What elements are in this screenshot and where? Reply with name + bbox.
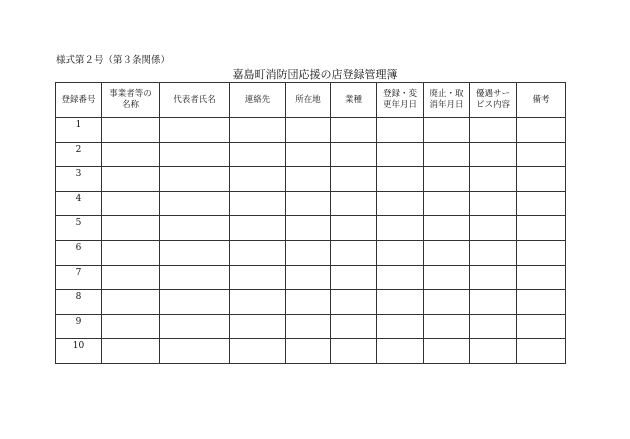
column-header-line: 更年月日 xyxy=(382,100,417,110)
registration-number-cell: 5 xyxy=(56,216,102,241)
blank-cell xyxy=(331,191,377,216)
blank-cell xyxy=(102,142,160,167)
blank-cell xyxy=(331,314,377,339)
blank-cell xyxy=(286,216,331,241)
registration-number-cell: 2 xyxy=(56,142,102,167)
blank-cell xyxy=(517,118,566,143)
blank-cell xyxy=(102,216,160,241)
blank-cell xyxy=(160,339,230,364)
blank-cell xyxy=(331,265,377,290)
column-header xyxy=(331,83,377,118)
blank-cell xyxy=(230,167,286,192)
blank-cell xyxy=(470,290,517,315)
blank-cell xyxy=(230,290,286,315)
column-header xyxy=(424,83,470,118)
blank-cell xyxy=(102,240,160,265)
blank-cell xyxy=(286,290,331,315)
blank-cell xyxy=(230,216,286,241)
blank-cell xyxy=(377,314,424,339)
blank-cell xyxy=(377,191,424,216)
blank-cell xyxy=(377,240,424,265)
table-row xyxy=(56,290,566,315)
blank-cell xyxy=(470,118,517,143)
blank-cell xyxy=(517,290,566,315)
blank-cell xyxy=(230,314,286,339)
blank-cell xyxy=(377,339,424,364)
blank-cell xyxy=(102,339,160,364)
column-header-line: 連絡先 xyxy=(244,94,271,105)
blank-cell xyxy=(286,191,331,216)
blank-cell xyxy=(331,290,377,315)
blank-cell xyxy=(331,118,377,143)
blank-cell xyxy=(331,240,377,265)
blank-cell xyxy=(517,314,566,339)
registration-number-cell: 7 xyxy=(56,265,102,290)
blank-cell xyxy=(377,142,424,167)
blank-cell xyxy=(424,265,470,290)
blank-cell xyxy=(470,339,517,364)
blank-cell xyxy=(470,240,517,265)
blank-cell xyxy=(160,265,230,290)
blank-cell xyxy=(377,290,424,315)
blank-cell xyxy=(517,265,566,290)
column-header xyxy=(517,83,566,118)
column-header-line: 名称 xyxy=(121,100,139,110)
registration-number-cell: 10 xyxy=(56,339,102,364)
blank-cell xyxy=(286,118,331,143)
column-header-line: 優遇サー xyxy=(475,89,510,99)
blank-cell xyxy=(424,339,470,364)
table-row xyxy=(56,142,566,167)
registration-number-cell: 8 xyxy=(56,290,102,315)
registration-number-cell: 1 xyxy=(56,118,102,143)
column-header xyxy=(286,83,331,118)
registration-number-cell: 4 xyxy=(56,191,102,216)
column-header xyxy=(230,83,286,118)
blank-cell xyxy=(470,265,517,290)
table-row xyxy=(56,240,566,265)
column-header-line: ビス内容 xyxy=(475,100,510,110)
blank-cell xyxy=(377,216,424,241)
column-header xyxy=(160,83,230,118)
form-number: 様式第２号（第３条関係） xyxy=(56,55,171,66)
blank-cell xyxy=(160,118,230,143)
blank-cell xyxy=(286,314,331,339)
blank-cell xyxy=(102,191,160,216)
blank-cell xyxy=(286,240,331,265)
column-header-line: 登録・変 xyxy=(382,89,417,99)
column-header-line: 備考 xyxy=(532,94,550,105)
blank-cell xyxy=(517,216,566,241)
blank-cell xyxy=(102,167,160,192)
blank-cell xyxy=(102,290,160,315)
blank-cell xyxy=(517,339,566,364)
blank-cell xyxy=(230,339,286,364)
registration-number-cell: 6 xyxy=(56,240,102,265)
blank-cell xyxy=(470,142,517,167)
blank-cell xyxy=(331,167,377,192)
blank-cell xyxy=(230,191,286,216)
blank-cell xyxy=(424,191,470,216)
blank-cell xyxy=(230,118,286,143)
blank-cell xyxy=(102,265,160,290)
blank-cell xyxy=(102,314,160,339)
document-title: 嘉島町消防団応援の店登録管理簿 xyxy=(232,68,398,81)
blank-cell xyxy=(331,142,377,167)
blank-cell xyxy=(517,240,566,265)
blank-cell xyxy=(377,167,424,192)
blank-cell xyxy=(160,167,230,192)
blank-cell xyxy=(230,265,286,290)
table-row xyxy=(56,314,566,339)
column-header xyxy=(470,83,517,118)
column-header xyxy=(377,83,424,118)
blank-cell xyxy=(517,191,566,216)
blank-cell xyxy=(230,142,286,167)
column-header-line: 消年月日 xyxy=(429,100,464,110)
table-row xyxy=(56,216,566,241)
table-row xyxy=(56,265,566,290)
column-header-line: 登録番号 xyxy=(61,94,96,105)
blank-cell xyxy=(377,118,424,143)
register-table xyxy=(55,82,566,364)
blank-cell xyxy=(230,240,286,265)
blank-cell xyxy=(424,290,470,315)
blank-cell xyxy=(424,118,470,143)
table-row xyxy=(56,167,566,192)
column-header xyxy=(102,83,160,118)
registration-number-cell: 3 xyxy=(56,167,102,192)
blank-cell xyxy=(160,216,230,241)
blank-cell xyxy=(424,216,470,241)
blank-cell xyxy=(160,191,230,216)
blank-cell xyxy=(160,240,230,265)
blank-cell xyxy=(160,314,230,339)
blank-cell xyxy=(424,167,470,192)
blank-cell xyxy=(286,265,331,290)
table-row xyxy=(56,339,566,364)
blank-cell xyxy=(424,142,470,167)
table-body xyxy=(56,118,566,364)
table-row xyxy=(56,191,566,216)
column-header-line: 所在地 xyxy=(295,94,321,105)
column-header-line: 事業者等の xyxy=(109,89,152,99)
registration-number-cell: 9 xyxy=(56,314,102,339)
blank-cell xyxy=(517,142,566,167)
blank-cell xyxy=(286,142,331,167)
blank-cell xyxy=(160,142,230,167)
column-header-line: 業種 xyxy=(344,94,362,105)
blank-cell xyxy=(286,167,331,192)
blank-cell xyxy=(470,314,517,339)
blank-cell xyxy=(470,167,517,192)
column-header xyxy=(56,83,102,118)
table-row xyxy=(56,118,566,143)
blank-cell xyxy=(331,339,377,364)
blank-cell xyxy=(424,314,470,339)
column-header-line: 代表者氏名 xyxy=(173,94,216,105)
blank-cell xyxy=(424,240,470,265)
blank-cell xyxy=(377,265,424,290)
blank-cell xyxy=(286,339,331,364)
blank-cell xyxy=(470,191,517,216)
column-header-line: 廃止・取 xyxy=(429,89,464,99)
blank-cell xyxy=(517,167,566,192)
blank-cell xyxy=(470,216,517,241)
header-row xyxy=(56,83,566,118)
blank-cell xyxy=(331,216,377,241)
blank-cell xyxy=(160,290,230,315)
blank-cell xyxy=(102,118,160,143)
